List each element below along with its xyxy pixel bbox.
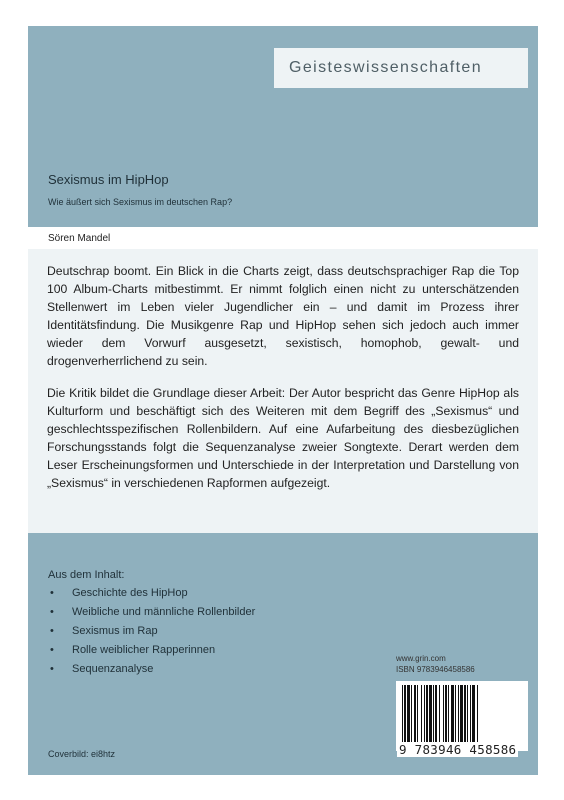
book-title: Sexismus im HipHop	[48, 172, 169, 187]
publisher-info	[396, 653, 475, 675]
list-item: • Weibliche und männliche Rollenbilder	[48, 603, 255, 622]
list-item: • Geschichte des HipHop	[48, 584, 255, 603]
barcode-digits: 9 783946 458586	[399, 742, 517, 757]
author-band	[28, 227, 538, 249]
book-subtitle: Wie äußert sich Sexismus im deutschen Rap?	[48, 197, 233, 207]
publisher-url: www.grin.com	[396, 654, 446, 663]
isbn-text: ISBN 9783946458586	[396, 665, 475, 674]
bullet-icon: •	[50, 644, 54, 656]
author-name: Sören Mandel	[48, 232, 111, 244]
blurb-paragraph: Deutschrap boomt. Ein Blick in die Charts zeigt, dass deutschsprachiger Rap die Top 100 Album-Charts mitbestimmt. Er nimmt folglich einen nicht zu unterschätzenden Stellenwert im Leben vieler Jugendlicher ein – und damit im Prozess ihrer Identitätsfindung. Die Musikgenre Rap und HipHop sehen sich jedoch auch immer wieder dem Vorwurf ausgesetzt, sexistisch, homophob, gewalt- und drogenverherrlichend zu sein.	[47, 264, 519, 368]
blurb-panel	[28, 249, 538, 533]
list-item: • Rolle weiblicher Rapperinnen	[48, 641, 255, 660]
contents-list	[48, 584, 255, 679]
barcode-icon	[396, 681, 528, 751]
category-label: Geisteswissenschaften	[274, 48, 528, 88]
blurb-paragraph: Die Kritik bildet die Grundlage dieser Arbeit: Der Autor bespricht das Genre HipHop als Kulturform und beschäftigt sich des Weiteren mit dem Begriff des „Sexismus“ und geschlechtsspezifischen Rollenbildern. Auf eine Aufarbeitung des diesbezüglichen Forschungsstands folgt die Sequenzanalyse zweier Songtexte. Derart werden dem Leser Erscheinungsformen und Unterschiede in der Interpretation und Darstellung von „Sexismus“ in verschiedenen Rapformen aufgezeigt.	[47, 386, 519, 490]
cover-credit: Coverbild: ei8htz	[48, 749, 116, 759]
back-cover	[28, 26, 538, 775]
bullet-icon: •	[50, 606, 54, 618]
contents-heading: Aus dem Inhalt:	[48, 569, 125, 581]
bullet-icon: •	[50, 663, 54, 675]
list-item: • Sequenzanalyse	[48, 660, 255, 679]
list-item: • Sexismus im Rap	[48, 622, 255, 641]
bullet-icon: •	[50, 625, 54, 637]
bullet-icon: •	[50, 587, 54, 599]
